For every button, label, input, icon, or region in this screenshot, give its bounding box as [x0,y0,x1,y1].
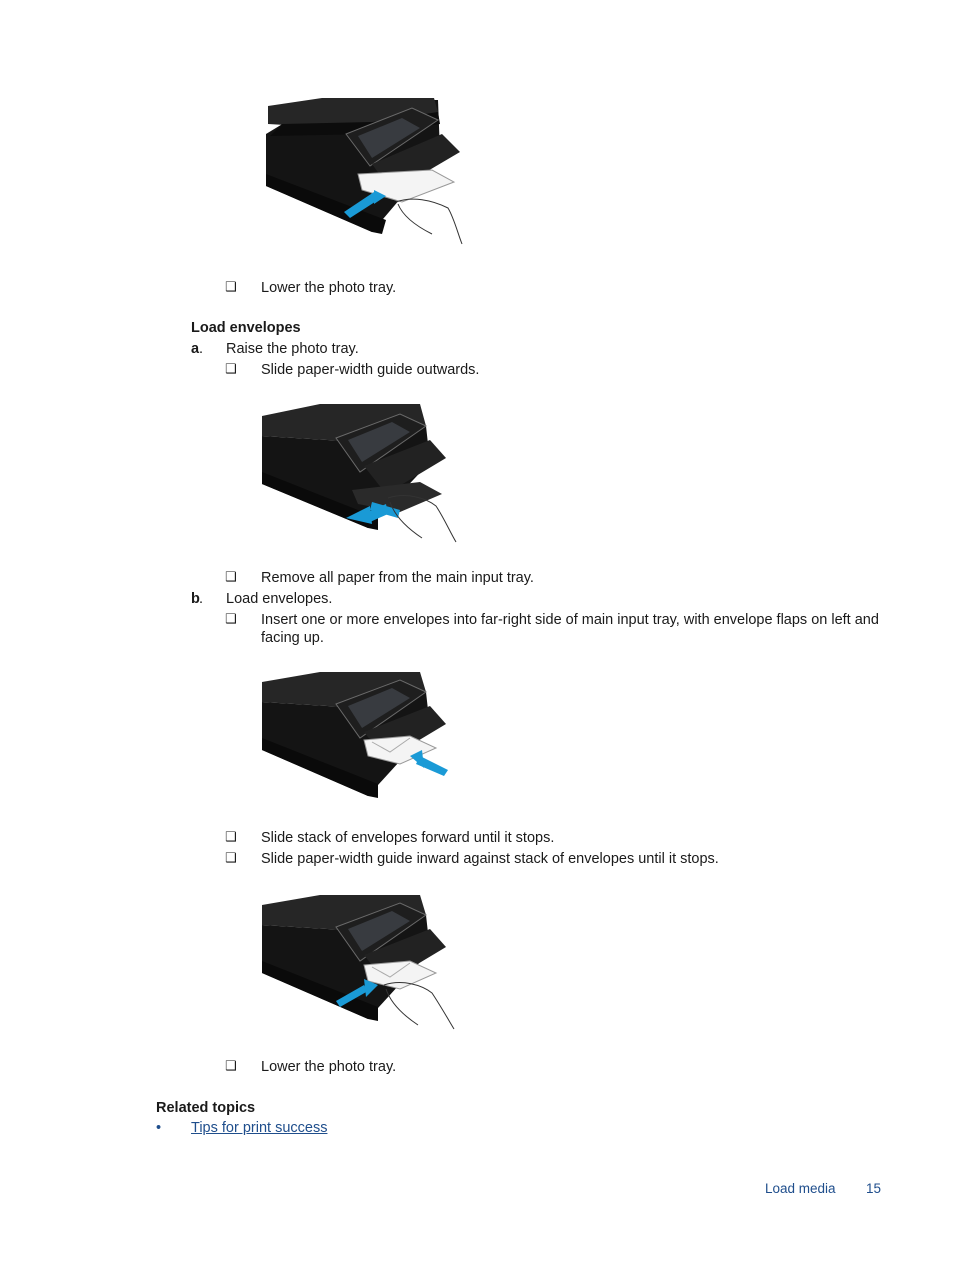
printer-illustration-insert-envelopes [260,670,454,802]
step-b-sub1-line2: facing up. [261,630,324,646]
printer-illustration-guide-outward [260,402,460,544]
step-a-period: . [199,341,204,357]
checkbox-bullet: ❑ [225,362,237,377]
tips-for-print-success-link[interactable]: Tips for print success [191,1120,328,1136]
step-b-marker: b [191,591,200,607]
related-bullet: • [156,1120,162,1136]
step-a-text: Raise the photo tray. [226,341,359,357]
step-b-sub2: Slide stack of envelopes forward until it stops. [261,830,555,846]
step-a-marker: a [191,341,200,357]
section-heading-load-envelopes: Load envelopes [191,320,301,336]
checkbox-bullet: ❑ [225,851,237,866]
step-lower-photo-tray: Lower the photo tray. [261,280,397,296]
step-b-sub1-line1: Insert one or more envelopes into far-right side of main input tray, with envelope flaps on left and [261,612,879,628]
step-b-text: Load envelopes. [226,591,333,607]
footer-section-name: Load media [765,1181,836,1196]
step-a-sub1: Slide paper-width guide outwards. [261,362,480,378]
step-b-sub3: Slide paper-width guide inward against stack of envelopes until it stops. [261,851,719,867]
step-b-sub4: Lower the photo tray. [261,1059,397,1075]
step-b-period: . [199,591,204,607]
related-topics-heading: Related topics [156,1100,256,1116]
checkbox-bullet: ❑ [225,570,237,585]
checkbox-bullet: ❑ [225,1059,237,1074]
checkbox-bullet: ❑ [225,830,237,845]
checkbox-bullet: ❑ [225,280,237,295]
printer-illustration-photo-tray [262,94,466,250]
checkbox-bullet: ❑ [225,612,237,627]
printer-illustration-guide-inward [260,893,460,1033]
footer-page-number: 15 [866,1181,882,1196]
step-a-sub2: Remove all paper from the main input tray. [261,570,534,586]
